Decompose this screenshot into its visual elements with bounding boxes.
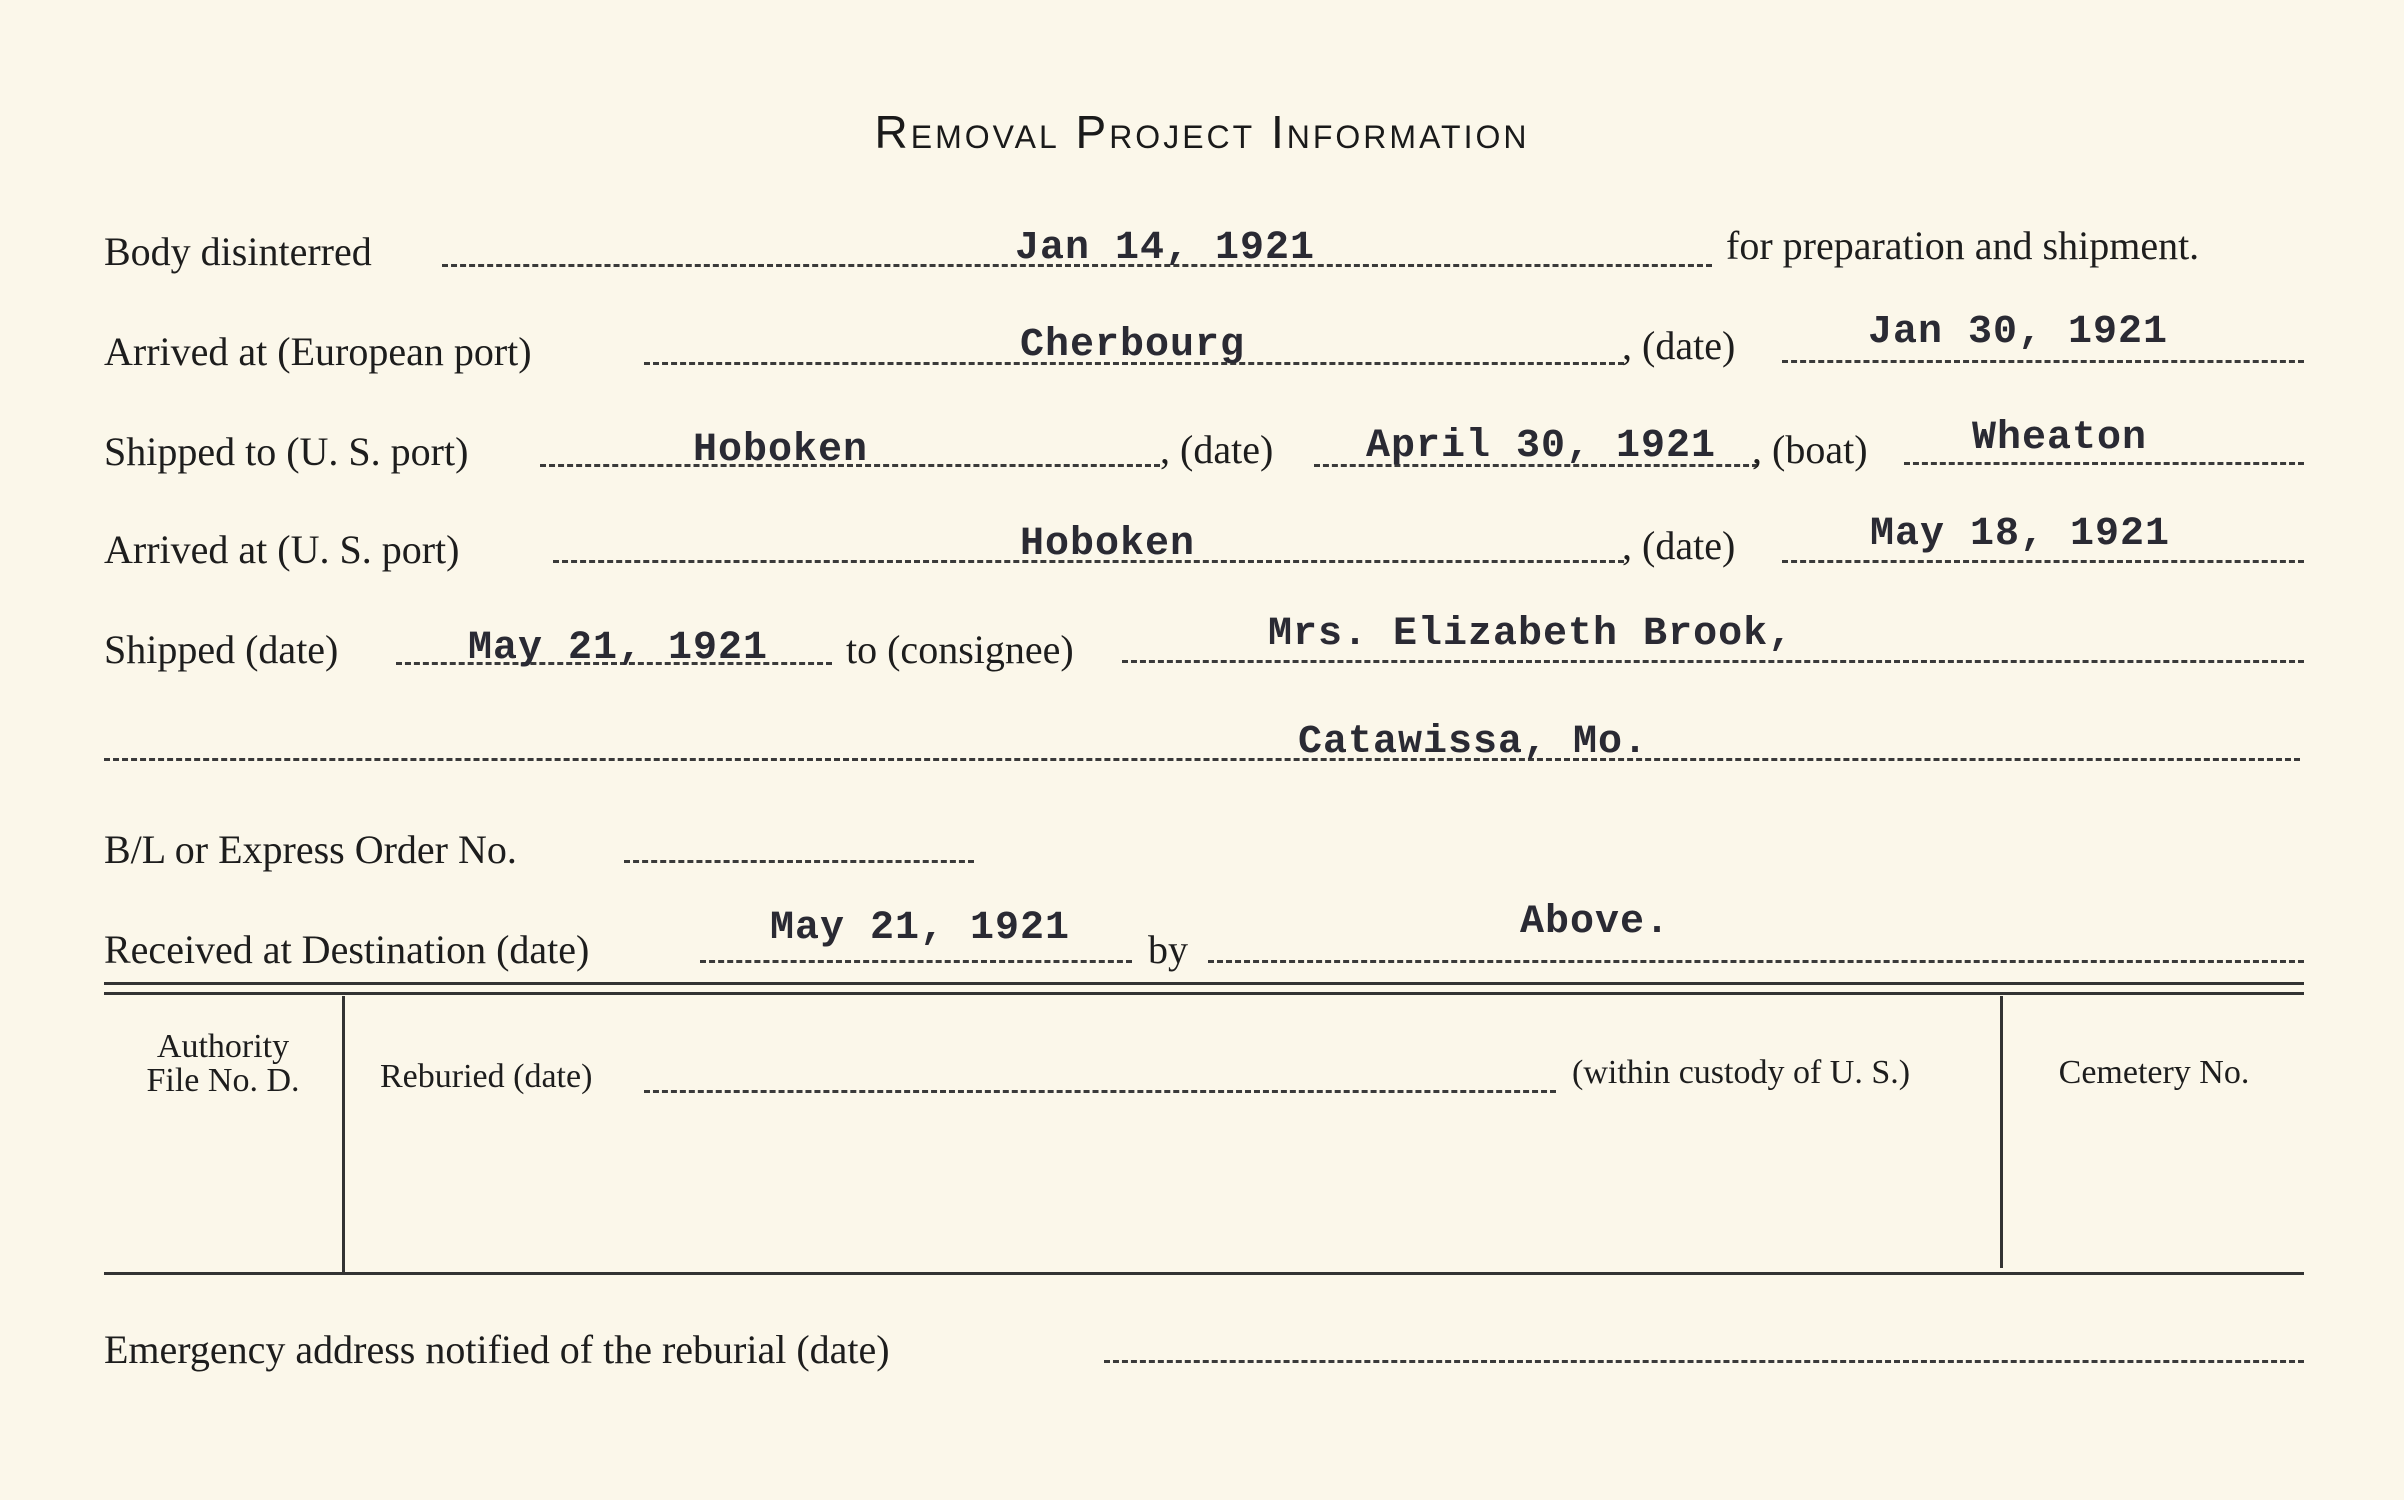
shipped-us-date-label: , (date) xyxy=(1160,427,1274,472)
table-divider-left xyxy=(342,996,345,1274)
page-title: Removal Project Information xyxy=(874,106,1530,158)
arrived-us-date-line xyxy=(1782,560,2304,563)
authority-label-2: File No. D. xyxy=(146,1062,300,1099)
arrived-european-date-label: , (date) xyxy=(1622,323,1736,368)
received-by-label: by xyxy=(1148,927,1188,972)
address-line xyxy=(104,758,2300,761)
emergency-line xyxy=(1104,1360,2304,1363)
shipped-us-boat-label: , (boat) xyxy=(1752,427,1868,472)
table-bottom-rule xyxy=(104,1272,2304,1275)
body-disinterred-value: Jan 14, 1921 xyxy=(1015,226,1316,271)
consignee-label: to (consignee) xyxy=(846,627,1074,672)
arrived-us-value: Hoboken xyxy=(1020,522,1196,567)
shipped-us-label: Shipped to (U. S. port) xyxy=(104,429,469,474)
emergency-label: Emergency address notified of the reburial (date) xyxy=(104,1327,890,1372)
body-disinterred-suffix: for preparation and shipment. xyxy=(1726,223,2200,268)
consignee-line xyxy=(1122,660,2304,663)
received-line xyxy=(700,960,1132,963)
arrived-european-date: Jan 30, 1921 xyxy=(1868,310,2169,355)
shipped-date-value: May 21, 1921 xyxy=(468,626,769,671)
arrived-european-value: Cherbourg xyxy=(1020,323,1246,368)
shipped-us-value: Hoboken xyxy=(693,428,869,473)
bl-order-line xyxy=(624,860,974,863)
consignee-address: Catawissa, Mo. xyxy=(1298,720,1649,765)
received-by-line xyxy=(1208,960,2304,963)
shipped-us-boat: Wheaton xyxy=(1972,416,2148,461)
shipped-date-label: Shipped (date) xyxy=(104,627,339,672)
reburied-line xyxy=(644,1090,1556,1093)
received-date: May 21, 1921 xyxy=(770,906,1071,951)
consignee-value: Mrs. Elizabeth Brook, xyxy=(1268,612,1794,657)
arrived-european-label: Arrived at (European port) xyxy=(104,329,532,374)
table-top-rule-2 xyxy=(104,992,2304,995)
shipped-us-boat-line xyxy=(1904,462,2304,465)
received-by-value: Above. xyxy=(1520,900,1671,945)
table-top-rule-1 xyxy=(104,982,2304,985)
arrived-us-label: Arrived at (U. S. port) xyxy=(104,527,460,572)
authority-label-1: Authority xyxy=(156,1028,290,1065)
cemetery-label: Cemetery No. xyxy=(2058,1054,2250,1091)
arrived-us-date: May 18, 1921 xyxy=(1870,512,2171,557)
body-disinterred-label: Body disinterred xyxy=(104,229,372,274)
received-label: Received at Destination (date) xyxy=(104,927,590,972)
reburied-label: Reburied (date) xyxy=(380,1058,593,1095)
bl-order-label: B/L or Express Order No. xyxy=(104,827,517,872)
arrived-us-date-label: , (date) xyxy=(1622,523,1736,568)
arrived-european-date-line xyxy=(1782,360,2304,363)
custody-label: (within custody of U. S.) xyxy=(1572,1054,1911,1091)
shipped-us-date: April 30, 1921 xyxy=(1366,424,1717,469)
table-divider-right xyxy=(2000,996,2003,1268)
